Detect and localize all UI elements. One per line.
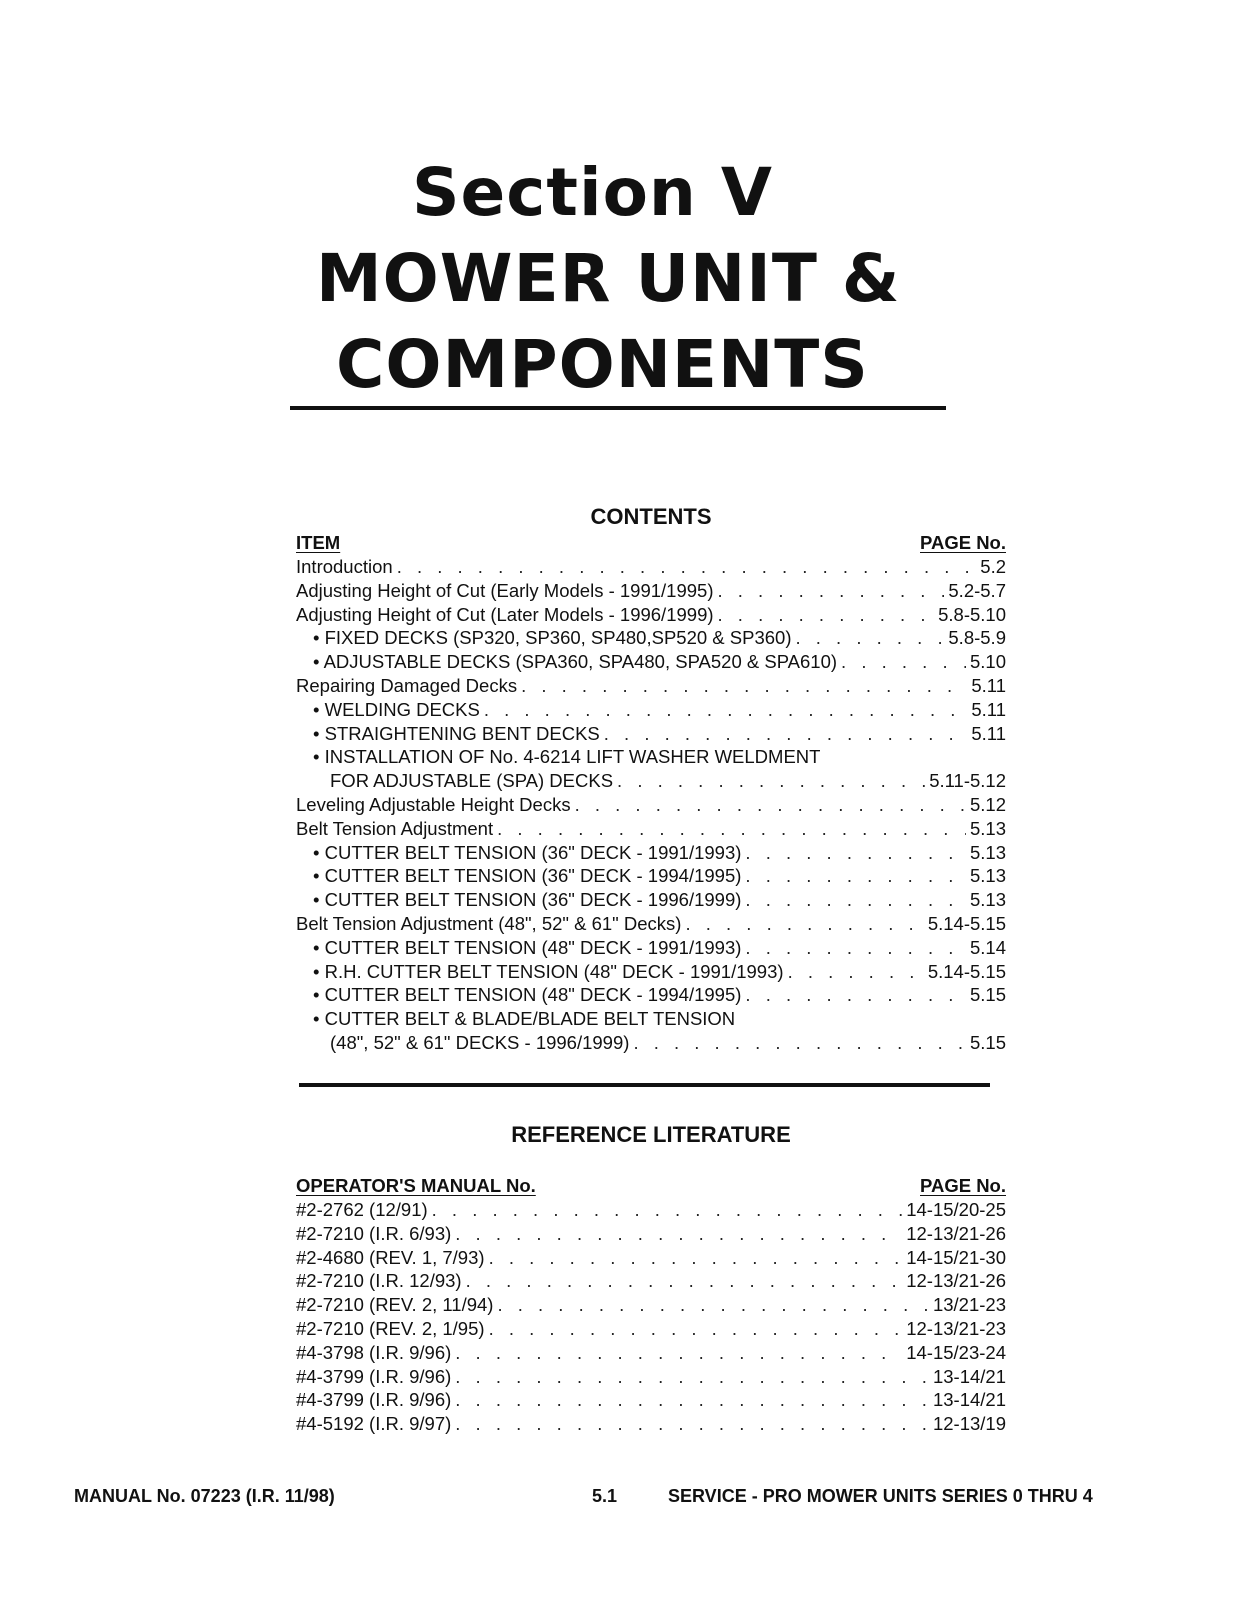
page-column-header: PAGE No. bbox=[920, 532, 1006, 553]
row-label: Belt Tension Adjustment bbox=[296, 817, 494, 839]
reference-row bbox=[296, 1388, 1006, 1412]
row-label: Repairing Damaged Decks bbox=[296, 674, 518, 696]
row-label: Adjusting Height of Cut (Early Models - 1991/1995) bbox=[296, 579, 714, 601]
row-page: 13-14/21 bbox=[932, 1389, 1006, 1411]
dot-leader bbox=[841, 650, 966, 674]
row-page: 5.13 bbox=[969, 817, 1006, 839]
contents-row bbox=[296, 579, 1006, 603]
row-label: • CUTTER BELT & BLADE/BLADE BELT TENSION bbox=[313, 1008, 736, 1030]
row-label: • FIXED DECKS (SP320, SP360, SP480,SP520 & SP360) bbox=[313, 627, 792, 649]
section-number: Section V bbox=[412, 154, 773, 231]
row-label: Introduction bbox=[296, 556, 393, 577]
row-label: • CUTTER BELT TENSION (36" DECK - 1996/1999) bbox=[313, 889, 742, 911]
reference-row bbox=[296, 1412, 1006, 1436]
row-page: 5.11 bbox=[971, 722, 1006, 744]
row-page: 14-15/20-25 bbox=[906, 1199, 1006, 1220]
dot-leader bbox=[432, 1198, 903, 1222]
row-page: 5.11-5.12 bbox=[929, 770, 1006, 792]
dot-leader bbox=[575, 793, 966, 817]
reference-row bbox=[296, 1341, 1006, 1365]
row-label: #2-4680 (REV. 1, 7/93) bbox=[296, 1246, 485, 1268]
dot-leader bbox=[745, 841, 966, 865]
contents-row bbox=[296, 674, 1006, 698]
reference-row bbox=[296, 1246, 1006, 1270]
dot-leader bbox=[745, 936, 966, 960]
row-page: 5.14-5.15 bbox=[927, 960, 1006, 982]
contents-subrow bbox=[296, 745, 1006, 769]
dot-leader bbox=[718, 579, 945, 603]
reference-heading: REFERENCE LITERATURE bbox=[511, 1122, 791, 1147]
reference-row bbox=[296, 1198, 1006, 1222]
dot-leader bbox=[455, 1222, 902, 1246]
contents-table bbox=[296, 531, 1006, 1055]
dot-leader bbox=[617, 769, 925, 793]
row-label: • CUTTER BELT TENSION (48" DECK - 1991/1993) bbox=[313, 936, 742, 958]
footer-page-number: 5.1 bbox=[592, 1486, 618, 1506]
row-page: 14-15/23-24 bbox=[906, 1341, 1006, 1363]
contents-row bbox=[296, 817, 1006, 841]
dot-leader bbox=[455, 1412, 929, 1436]
row-page: 5.13 bbox=[969, 889, 1006, 911]
title-divider bbox=[290, 406, 946, 410]
dot-leader bbox=[497, 1293, 928, 1317]
dot-leader bbox=[497, 817, 966, 841]
contents-subrow bbox=[296, 722, 1006, 746]
section-title bbox=[290, 150, 950, 408]
row-label: Adjusting Height of Cut (Later Models - 1996/1999) bbox=[296, 603, 714, 625]
footer-manual-number: MANUAL No. 07223 (I.R. 11/98) bbox=[74, 1486, 335, 1506]
contents-row bbox=[296, 793, 1006, 817]
dot-leader bbox=[745, 888, 966, 912]
contents-subrow bbox=[296, 888, 1006, 912]
row-label: • R.H. CUTTER BELT TENSION (48" DECK - 1991/1993) bbox=[313, 960, 784, 982]
dot-leader bbox=[685, 912, 923, 936]
dot-leader bbox=[489, 1317, 903, 1341]
row-page: 5.11 bbox=[971, 674, 1006, 696]
dot-leader bbox=[745, 864, 966, 888]
row-page: 5.2 bbox=[980, 556, 1006, 577]
row-label: #4-3799 (I.R. 9/96) bbox=[296, 1389, 452, 1411]
row-page: 14-15/21-30 bbox=[906, 1246, 1006, 1268]
contents-subrow bbox=[296, 983, 1006, 1007]
row-label: Leveling Adjustable Height Decks bbox=[296, 793, 571, 815]
reference-row bbox=[296, 1317, 1006, 1341]
contents-column-headers bbox=[296, 531, 1006, 555]
contents-heading: CONTENTS bbox=[590, 504, 712, 529]
contents-subrow bbox=[296, 626, 1006, 650]
row-label: (48", 52" & 61" DECKS - 1996/1999) bbox=[330, 1031, 630, 1053]
row-page: 5.11 bbox=[971, 698, 1006, 720]
dot-leader bbox=[455, 1388, 929, 1412]
reference-row bbox=[296, 1293, 1006, 1317]
contents-subrow bbox=[296, 936, 1006, 960]
row-label: • INSTALLATION OF No. 4-6214 LIFT WASHER WELDMENT bbox=[313, 746, 821, 768]
footer-series-title: SERVICE - PRO MOWER UNITS SERIES 0 THRU 4 bbox=[668, 1486, 1093, 1506]
row-label: #2-2762 (12/91) bbox=[296, 1199, 428, 1220]
dot-leader bbox=[633, 1031, 966, 1055]
row-label: • CUTTER BELT TENSION (36" DECK - 1991/1993) bbox=[313, 841, 742, 863]
page-column-header: PAGE No. bbox=[920, 1175, 1006, 1196]
contents-subrow bbox=[296, 650, 1006, 674]
contents-subrow bbox=[296, 960, 1006, 984]
row-label: • CUTTER BELT TENSION (48" DECK - 1994/1995) bbox=[313, 984, 742, 1006]
row-label: #2-7210 (REV. 2, 11/94) bbox=[296, 1294, 494, 1316]
dot-leader bbox=[604, 722, 968, 746]
row-label: #2-7210 (I.R. 6/93) bbox=[296, 1222, 452, 1244]
contents-subrow bbox=[296, 864, 1006, 888]
row-page: 12-13/21-26 bbox=[906, 1270, 1006, 1292]
reference-column-headers bbox=[296, 1174, 1006, 1198]
row-label: #4-5192 (I.R. 9/97) bbox=[296, 1413, 452, 1435]
dot-leader bbox=[745, 983, 966, 1007]
contents-row bbox=[296, 603, 1006, 627]
dot-leader bbox=[521, 674, 967, 698]
row-page: 5.12 bbox=[969, 793, 1006, 815]
row-page: 5.2-5.7 bbox=[948, 579, 1006, 601]
reference-table bbox=[296, 1174, 1006, 1436]
dot-leader bbox=[795, 626, 944, 650]
contents-subrow bbox=[296, 1007, 1006, 1031]
row-label: #4-3799 (I.R. 9/96) bbox=[296, 1365, 452, 1387]
row-page: 12-13/21-23 bbox=[906, 1317, 1006, 1339]
row-label: #2-7210 (I.R. 12/93) bbox=[296, 1270, 462, 1292]
row-page: 5.15 bbox=[969, 1031, 1006, 1053]
row-label: Belt Tension Adjustment (48", 52" & 61" Decks) bbox=[296, 912, 682, 934]
row-page: 5.10 bbox=[969, 651, 1006, 673]
dot-leader bbox=[397, 555, 977, 579]
row-label: #4-3798 (I.R. 9/96) bbox=[296, 1341, 452, 1363]
section-divider bbox=[299, 1083, 990, 1087]
row-page: 5.15 bbox=[969, 984, 1006, 1006]
row-label: • WELDING DECKS bbox=[313, 698, 480, 720]
contents-row bbox=[296, 912, 1006, 936]
contents-row bbox=[296, 555, 1006, 579]
section-title-line-2: COMPONENTS bbox=[336, 326, 869, 403]
manual-column-header: OPERATOR'S MANUAL No. bbox=[296, 1175, 536, 1196]
contents-subrow bbox=[296, 841, 1006, 865]
row-page: 5.13 bbox=[969, 865, 1006, 887]
dot-leader bbox=[466, 1269, 903, 1293]
row-page: 12-13/21-26 bbox=[906, 1222, 1006, 1244]
dot-leader bbox=[455, 1365, 929, 1389]
reference-row bbox=[296, 1222, 1006, 1246]
row-page: 13/21-23 bbox=[932, 1294, 1006, 1316]
row-page: 12-13/19 bbox=[932, 1413, 1006, 1435]
contents-subrow bbox=[296, 698, 1006, 722]
dot-leader bbox=[489, 1246, 903, 1270]
row-page: 5.8-5.10 bbox=[938, 603, 1006, 625]
contents-subrow-continued bbox=[296, 769, 1006, 793]
row-label: #2-7210 (REV. 2, 1/95) bbox=[296, 1317, 485, 1339]
contents-subrow-continued bbox=[296, 1031, 1006, 1055]
dot-leader bbox=[455, 1341, 902, 1365]
section-title-line-1: MOWER UNIT & bbox=[316, 240, 901, 317]
dot-leader bbox=[484, 698, 968, 722]
row-page: 13-14/21 bbox=[932, 1365, 1006, 1387]
row-page: 5.14 bbox=[969, 936, 1006, 958]
dot-leader bbox=[788, 960, 924, 984]
dot-leader bbox=[718, 603, 935, 627]
reference-row bbox=[296, 1365, 1006, 1389]
row-label: FOR ADJUSTABLE (SPA) DECKS bbox=[330, 770, 614, 792]
reference-row bbox=[296, 1269, 1006, 1293]
row-page: 5.8-5.9 bbox=[948, 627, 1006, 649]
row-page: 5.13 bbox=[969, 841, 1006, 863]
row-label: • STRAIGHTENING BENT DECKS bbox=[313, 722, 600, 744]
item-column-header: ITEM bbox=[296, 532, 341, 553]
row-label: • CUTTER BELT TENSION (36" DECK - 1994/1995) bbox=[313, 865, 742, 887]
row-page: 5.14-5.15 bbox=[927, 912, 1006, 934]
row-label: • ADJUSTABLE DECKS (SPA360, SPA480, SPA520 & SPA610) bbox=[313, 651, 838, 673]
